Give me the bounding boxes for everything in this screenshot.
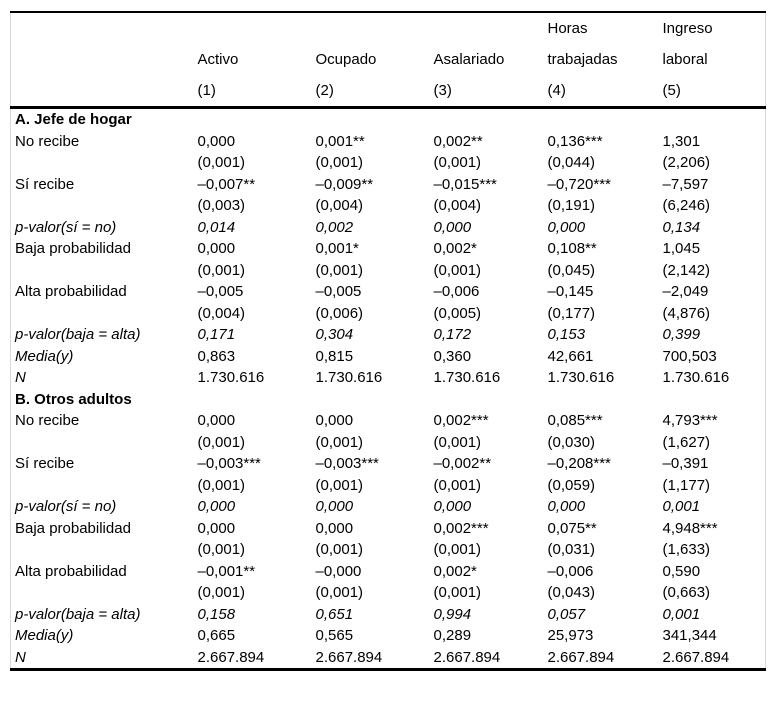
table-row [11,174,766,196]
row-label [11,582,194,604]
cell-value: 0,001** [315,132,365,150]
table-row [11,217,766,239]
cell-value: 341,344 [662,627,717,644]
cell-value: (0,001) [433,433,482,451]
table-row [11,238,766,260]
cell-value: 0,075** [547,519,597,537]
cell-value: (0,004) [433,197,482,214]
cell-value: 1.730.616 [315,369,383,386]
cell-value: 0,001* [315,240,359,257]
table-row [11,647,766,670]
column-header: laboral [662,51,708,68]
table-row [11,539,766,561]
cell-value: (0,030) [547,433,596,451]
cell-value: 4,793*** [662,412,718,429]
cell-value: –0,208*** [547,455,611,472]
row-label [11,152,194,174]
cell-value: (1,177) [662,476,711,494]
cell-value: 0,289 [433,627,472,644]
cell-value: 0,000 [197,519,236,537]
row-label: N [15,648,26,666]
cell-value: 0,002* [433,562,477,580]
row-label: Baja probabilidad [15,240,131,257]
cell-value: (6,246) [662,197,711,214]
cell-value: (0,001) [315,584,364,601]
cell-value: (0,031) [547,541,596,558]
cell-value: 0,304 [315,326,354,343]
cell-value: –0,003*** [315,455,379,472]
cell-value: 0,000 [547,218,586,236]
cell-value: 0,863 [197,347,236,365]
cell-value: 0,000 [197,412,236,429]
table-row [11,260,766,282]
column-header: Horas [547,20,588,37]
row-label: Baja probabilidad [15,519,131,537]
cell-value: 2.667.894 [662,648,730,666]
table-row [11,324,766,346]
cell-value: 0,002** [433,132,483,150]
cell-value: 0,000 [433,218,472,236]
column-header: Asalariado [433,51,505,68]
cell-value: 0,001 [662,498,701,515]
cell-value: 0,172 [433,326,472,343]
header-row [11,44,766,75]
cell-value: 0,815 [315,347,354,365]
column-header: (4) [544,75,659,108]
cell-value: (0,045) [547,261,596,279]
table-row [11,475,766,497]
cell-value: (0,001) [433,541,482,558]
column-header: (5) [659,75,766,108]
row-label: N [15,369,26,386]
cell-value: 2.667.894 [433,648,501,666]
cell-value: –2,049 [662,283,709,300]
row-label [11,303,194,325]
cell-value: (0,044) [547,154,596,171]
panel-title: B. Otros adultos [15,390,132,408]
cell-value: 0,002*** [433,412,489,429]
table-row [11,625,766,647]
cell-value: (0,001) [197,541,246,558]
cell-value: –0,003*** [197,455,261,472]
cell-value: (0,004) [197,304,246,322]
table-row [11,131,766,153]
cell-value: –0,005 [315,283,362,300]
table-row [11,561,766,583]
cell-value: 0,153 [547,326,586,343]
header-stub-cell [11,12,194,44]
column-header [312,12,430,44]
cell-value: (0,001) [433,154,482,171]
column-header: Ocupado [315,51,377,68]
column-header: trabajadas [547,51,618,68]
cell-value: (2,206) [662,154,711,171]
cell-value: 0,000 [197,240,236,257]
cell-value: 0,136*** [547,132,603,150]
cell-value: (0,177) [547,304,596,322]
cell-value: (0,001) [197,584,246,601]
table-row [11,582,766,604]
cell-value: 0,000 [315,498,354,515]
cell-value: 0,014 [197,218,236,236]
table-row [11,281,766,303]
cell-value: (0,001) [197,154,246,171]
cell-value: (0,001) [315,433,364,451]
regression-results-table [10,11,766,671]
cell-value: 0,000 [197,132,236,150]
cell-value: –0,009** [315,175,374,193]
cell-value: (0,663) [662,584,711,601]
table-row [11,432,766,454]
cell-value: 0,651 [315,605,354,623]
cell-value: 1,045 [662,240,701,257]
panel-title: A. Jefe de hogar [15,111,132,128]
row-label [11,195,194,217]
row-label [11,260,194,282]
cell-value: (0,001) [315,261,364,279]
row-label: p-valor(baja = alta) [15,326,141,343]
cell-value: (0,001) [433,584,482,601]
row-label: Media(y) [15,627,74,644]
cell-value: 1.730.616 [197,369,265,386]
cell-value: (1,633) [662,541,711,558]
table-row [11,496,766,518]
cell-value: (4,876) [662,304,711,322]
cell-value: –0,000 [315,562,362,580]
cell-value: 0,994 [433,605,472,623]
column-header: (3) [430,75,544,108]
cell-value: 0,000 [315,519,354,537]
cell-value: 0,665 [197,627,236,644]
cell-value: 1,301 [662,132,701,150]
cell-value: –0,002** [433,455,492,472]
cell-value: 2.667.894 [315,648,383,666]
cell-value: 0,002* [433,240,477,257]
cell-value: 25,973 [547,627,594,644]
cell-value: (0,001) [315,541,364,558]
cell-value: 0,001 [662,605,701,623]
cell-value: (0,003) [197,197,246,214]
cell-value: (0,001) [197,476,246,494]
row-label: Sí recibe [15,455,75,472]
column-header: Activo [197,51,239,68]
row-label: No recibe [15,132,80,150]
cell-value: –0,006 [547,562,594,580]
cell-value: –0,007** [197,175,256,193]
cell-value: (0,001) [433,476,482,494]
cell-value: (0,005) [433,304,482,322]
row-label: Media(y) [15,347,74,365]
cell-value: (0,004) [315,197,364,214]
cell-value: –7,597 [662,175,709,193]
column-header [194,12,312,44]
cell-value: –0,720*** [547,175,611,193]
row-label [11,475,194,497]
column-header [430,12,544,44]
row-label: p-valor(sí = no) [15,218,117,236]
column-header: (2) [312,75,430,108]
cell-value: –0,001** [197,562,256,580]
table-row [11,518,766,540]
column-header: (1) [194,75,312,108]
cell-value: (0,001) [197,261,246,279]
table-row [11,410,766,432]
cell-value: 0,085*** [547,412,603,429]
cell-value: 0,565 [315,627,354,644]
cell-value: 4,948*** [662,519,718,537]
cell-value: 0,108** [547,240,597,257]
cell-value: –0,005 [197,283,244,300]
panel-title-row [11,108,766,131]
cell-value: 2.667.894 [547,648,615,666]
table-body [11,108,766,670]
table-row [11,303,766,325]
panel-title-row [11,389,766,411]
row-label: No recibe [15,412,80,429]
cell-value: 0,000 [433,498,472,515]
row-label: Alta probabilidad [15,283,127,300]
row-label: p-valor(baja = alta) [15,605,141,623]
cell-value: 1.730.616 [547,369,615,386]
row-label [11,432,194,454]
cell-value: –0,015*** [433,175,497,193]
cell-value: (0,043) [547,584,596,601]
table-row [11,367,766,389]
cell-value: 0,399 [662,326,701,343]
header-stub-cell [11,44,194,75]
cell-value: 0,002*** [433,519,489,537]
cell-value: 0,171 [197,326,236,343]
header-row [11,12,766,44]
cell-value: –0,145 [547,283,594,300]
header-row [11,75,766,108]
cell-value: (2,142) [662,261,711,279]
row-label: Sí recibe [15,175,75,193]
table-row [11,152,766,174]
cell-value: 0,158 [197,605,236,623]
cell-value: (0,059) [547,476,596,494]
cell-value: (1,627) [662,433,711,451]
table-row [11,195,766,217]
cell-value: (0,001) [315,154,364,171]
table-row [11,604,766,626]
cell-value: –0,391 [662,455,709,472]
cell-value: 700,503 [662,347,717,365]
table-row [11,453,766,475]
cell-value: (0,001) [433,261,482,279]
table-row [11,346,766,368]
cell-value: 1.730.616 [662,369,730,386]
cell-value: (0,006) [315,304,364,322]
header-stub-cell [11,75,194,108]
row-label: Alta probabilidad [15,562,127,580]
cell-value: 0,134 [662,218,701,236]
cell-value: (0,191) [547,197,596,214]
row-label [11,539,194,561]
cell-value: 0,002 [315,218,354,236]
cell-value: 0,057 [547,605,586,623]
cell-value: 0,590 [662,562,701,580]
cell-value: –0,006 [433,283,480,300]
column-header: Ingreso [662,20,713,37]
cell-value: 0,000 [547,498,586,515]
cell-value: (0,001) [315,476,364,494]
row-label: p-valor(sí = no) [15,498,117,515]
cell-value: 0,000 [197,498,236,515]
cell-value: 0,360 [433,347,472,365]
cell-value: (0,001) [197,433,246,451]
cell-value: 1.730.616 [433,369,501,386]
table-header [11,12,766,108]
cell-value: 42,661 [547,347,594,365]
cell-value: 2.667.894 [197,648,265,666]
cell-value: 0,000 [315,412,354,429]
